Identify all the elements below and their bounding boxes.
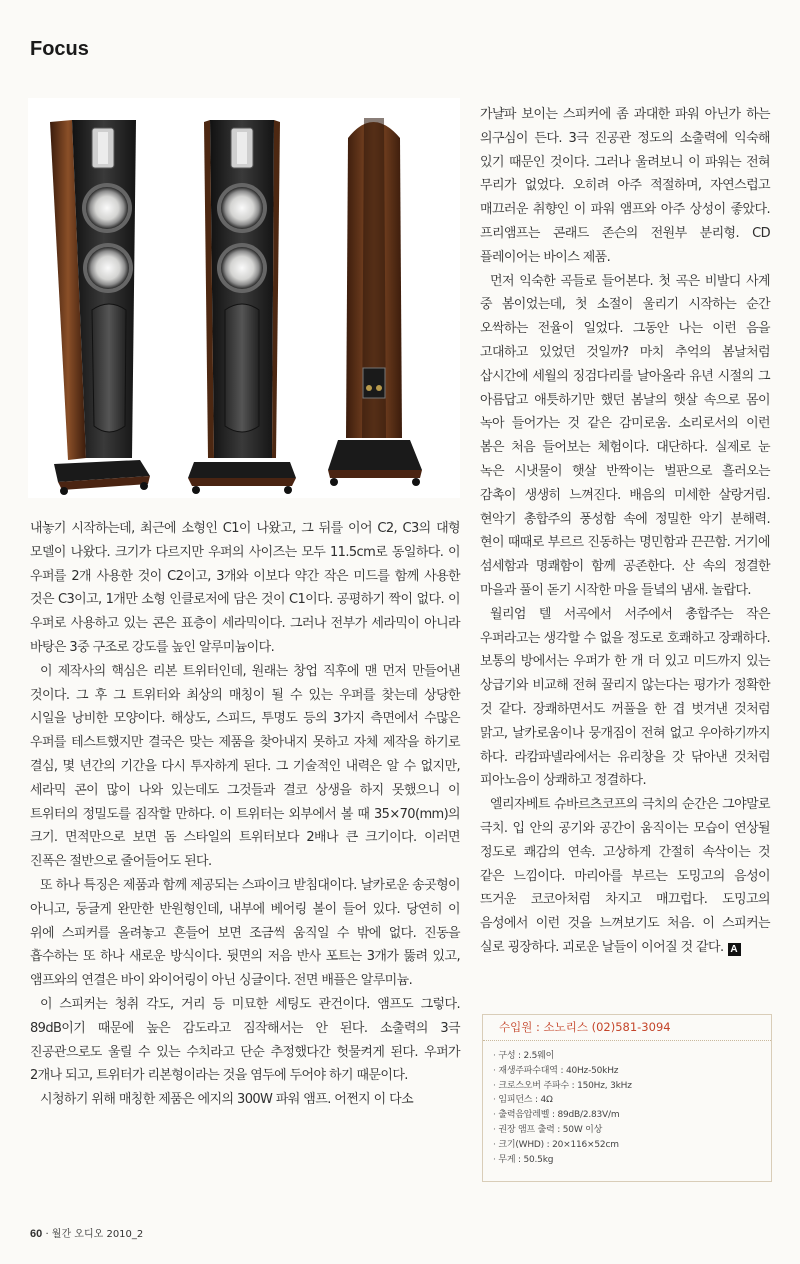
spec-item: · 권장 앰프 출력 : 50W 이상 [493,1123,771,1138]
article-right-column [480,103,770,960]
spec-item: · 재생주파수대역 : 40Hz-50kHz [493,1064,771,1079]
paragraph: 가냘파 보이는 스피커에 좀 과대한 파워 아닌가 하는 의구심이 든다. 3극 진공관 정도의 소출력에 익숙해 있기 때문인 것이다. 그러나 울려보니 이 파워는 전혀 무리가 없었다. 오히려 아주 적절하며, 자연스럽고 매끄러운 취향인 이 파워 앰프와 아주 상성이 좋았다. 프리앰프는 콘래드 존슨의 전원부 분리형. CD 플레이어는 바이스 제품. [480,107,770,265]
speaker-photo [28,98,460,498]
paragraph: 또 하나 특징은 제품과 함께 제공되는 스파이크 받침대이다. 날카로운 송곳형이 아니고, 둥글게 완만한 반원형인데, 내부에 베어링 볼이 들어 있다. 당연히 이 위에 스피커를 올려놓고 흔들어 보면 조금씩 움직일 수 밖에 없다. 진동을 흡수하는 또 하나 새로운 방식이다. 뒷면의 저음 반사 포트는 3개가 뚫려 있고, 앰프와의 연결은 바이 와이어링이 아닌 싱글이다. 전면 배플은 알루미늄. [30,877,460,989]
importer-info: 수입원 : 소노리스 (02)581-3094 [483,1015,771,1041]
paragraph: 월리엄 텔 서곡에서 서주에서 총합주는 작은 우퍼라고는 생각할 수 없을 정도로 호쾌하고 장쾌하다. 보통의 방에서는 우퍼가 한 개 더 있고 미드까지 있는 상급기와 비교해 전혀 꿀리지 않는다는 평가가 정확한 것 같다. 장쾌하면서도 꺼풀을 한 겹 벗겨낸 것처럼 맑고, 날카로움이나 뭉개짐이 전혀 없고 우아하기까지 하다. 라캄파넬라에서는 유리창을 갓 닦아낸 것처럼 피아노음이 상쾌하고 정결하다. [480,606,770,789]
spec-item: · 무게 : 50.5kg [493,1153,771,1168]
paragraph: 이 스피커는 청취 각도, 거리 등 미묘한 세팅도 관건이다. 앰프도 그렇다. 89dB이기 때문에 높은 감도라고 짐작해서는 안 된다. 소출력의 3극 진공관으로도 울릴 수 있는 수치라고 단순 추정했다간 헛물켜게 된다. 우퍼가 2개나 되고, 트위터가 리본형이라는 것을 염두에 두어야 하기 때문이다. [30,996,460,1084]
section-label: Focus [30,38,89,60]
spec-list [483,1041,771,1167]
publication-name: · 월간 오디오 2010_2 [45,1229,144,1240]
speaker-front-angled [50,120,150,495]
spec-item: · 크기(WHD) : 20×116×52cm [493,1138,771,1153]
end-mark-icon: A [728,943,741,956]
spec-item: · 임피던스 : 4Ω [493,1093,771,1108]
paragraph: 내놓기 시작하는데, 최근에 소형인 C1이 나왔고, 그 뒤를 이어 C2, C3의 대형 모델이 나왔다. 크기가 다르지만 우퍼의 사이즈는 모두 11.5cm로 동일하다. 이 우퍼를 2개 사용한 것이 C2이고, 3개와 이보다 약간 작은 미드를 함께 사용한 것은 C3이고, 1개만 소형 인클로저에 담은 것이 C1이다. 공평하기 짝이 없다. 이 우퍼로 사용하고 있는 콘은 표층이 세라믹이다. 그러나 전부가 세라믹이 아니라 바탕은 3중 구조로 강도를 높인 알루미늄이다. [30,521,460,655]
page-footer [30,1225,143,1240]
spec-item: · 크로스오버 주파수 : 150Hz, 3kHz [493,1079,771,1094]
paragraph [480,793,770,960]
paragraph: 시청하기 위해 매칭한 제품은 에지의 300W 파워 앰프. 어쩐지 이 다소 [40,1092,414,1108]
paragraph: 먼저 익숙한 곡들로 들어본다. 첫 곡은 비발디 사계 중 봄이었는데, 첫 소절이 울리기 시작하는 순간 오싹하는 전율이 일었다. 그동안 나는 이런 음을 고대하고 있었던 것일까? 마치 추억의 봄날처럼 삽시간에 세월의 징검다리를 날아올라 유년 시절의 그 아름답고 애틋하기만 했던 봄날의 햇살 속으로 몸이 녹아 들어가는 것 같은 감미로움. 소리로서의 이런 봄은 처음 들어보는 체험이다. 대단하다. 실제로 눈 녹은 시냇물이 햇살 반짝이는 벌판으로 흘러오는 감촉이 생생히 느껴진다. 배음의 미세한 살랑거림. 현악기 총합주의 풍성함 속에 정밀한 악기 분해력. 현이 때때로 부르르 진동하는 명민함과 끈끈함. 거기에 섬세함과 명쾌함이 함께 공존한다. 산 속의 정결한 마을과 풀이 돋기 시작한 마을 들녘의 냄새. 놀랍다. [480,273,770,598]
article-left-column [30,517,460,1112]
paragraph: 이 제작사의 핵심은 리본 트위터인데, 원래는 창업 직후에 맨 먼저 만들어낸 것이다. 그 후 그 트위터와 최상의 매칭이 될 수 있는 우퍼를 찾는데 상당한 시일을 낭비한 모양이다. 해상도, 스피드, 투명도 등의 3가지 측면에서 수많은 우퍼를 테스트했지만 결국은 맞는 제품을 찾아내지 못하고 자체 제작을 하기로 결심, 몇 년간의 기간을 다시 투자하게 된다. 그 기술적인 내력은 알 수 없지만, 세라믹 콘이 많이 나와 있는데도 그것들과 결코 상생을 하지 못했으니 이 트위터의 정밀도를 짐작할 만하다. 이 트위터는 외부에서 볼 때 35×70(mm)의 크기. 면적만으로 보면 돔 스타일의 트위터보다 2배나 큰 크기이다. 이러면 진폭은 절반으로 줄어들어도 된다. [30,663,460,870]
speaker-rear [328,118,422,486]
page-number: 60 [30,1228,43,1240]
spec-item: · 출력음압레벨 : 89dB/2.83V/m [493,1108,771,1123]
spec-item: · 구성 : 2.5웨이 [493,1049,771,1064]
spec-box [482,1014,772,1182]
speaker-front-straight [188,120,296,494]
paragraph-text: 엘리자베트 슈바르츠코프의 극치의 순간은 그야말로 극치. 입 안의 공기와 공간이 움직이는 모습이 연상될 정도로 쾌감의 연속. 고상하게 간절히 속삭이는 것 같은 느낌이다. 마리아를 부르는 도밍고의 음성이 뜨거운 코코아처럼 차지고 매끄럽다. 도밍고의 음성에서 이런 것을 느껴보기도 처음. 이 스피커는 실로 굉장하다. 괴로운 날들이 이어질 것 같다. [480,797,770,955]
